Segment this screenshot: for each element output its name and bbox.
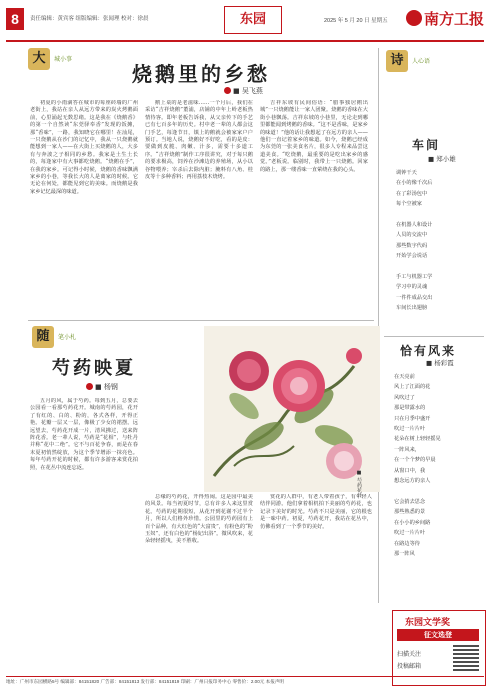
painting-caption: ■ 芍药花开	[356, 470, 362, 498]
article-body-col2: 鹅上桌的是老滋味……一个月后，我们在采访“吉祥烧鹅”董浦，店铺的中年上岭老板热情待客。即年老板告诉我，从父亲传下的手艺已有七百多年的历史。村中老一辈的人都会这门手艺，每逢节日，镇上的鹅就会被家家户户预订。当地人说，烧鹅好不好吃，看的是皮：要做到皮脆、肉嫩、汁多，需要十多道工序。“吉祥烧鹅”制作工序很讲究，对于每只鹅的要求极高，饲养在沙滩边的养殖场，从小以谷物喂养；宰杀后去除内脏；腌料有八角、桂皮等十多种香料；再用荔枝木烧烤。	[145, 100, 253, 181]
poem2-body	[394, 372, 441, 559]
poem-line: 在机器人和设计	[396, 222, 433, 229]
article2-body-col1: 五月的风，属于芍药。每到五月，总要去公园看一看那芍药花开。城南的芍药园，花开了有红的、白的、粉的，各式各样，开得正艳。花瓣一层又一层，像极了少女的裙摆。远远望去，芍药花开成一片，清风拂过，送来阵阵花香。老一辈人说，芍药是“花相”，与牡丹并称“花中二绝”。它不与百花争春，而是在春末夏初悄然绽放，为这个季节增添一抹亮色。每年芍药开花的时候，都有许多游客来赏花拍照，在花丛中流连忘返。	[30, 398, 138, 471]
article2-body-col3: 赏花的人群中，有老人带着孩子，有年轻人结伴同游。他们拿着相机拍下美丽的芍药花，也记录下美好的时光。芍药不只是美丽，它的根也是一味中药。初夏，芍药花开，我站在花丛中，仿佛看到了一个季节的美好。	[260, 494, 372, 530]
literature-award-promo	[392, 610, 486, 686]
poem-line: 一阵风来，	[394, 446, 420, 453]
byline-bullet-icon	[86, 383, 93, 390]
poem-line: 那是带露水的	[394, 405, 426, 412]
poem-line: 在一个个梦的早晨	[394, 457, 436, 464]
poem-line: 每个空被家	[396, 201, 422, 208]
poem-line: 在小小的乡间路	[394, 519, 431, 526]
poem-body	[396, 168, 432, 314]
poem-line: 在天亮前	[394, 374, 415, 380]
page-footer: 地址：广州市东园横路5号 编辑部：84151820 广告部：84151813 发行部：84151819 印刷：广州日报印务中心 零售价：2.00元 本报声明	[6, 676, 484, 687]
peony-illustration	[204, 326, 380, 492]
promo-title: 东园文学奖	[405, 618, 451, 628]
poem-line: 在了彩汤包中	[396, 190, 428, 197]
section-divider	[28, 320, 374, 321]
article2-body-col2: 总缘的芍药花，开得热闹。这是园中最美的风景。每当初夏时节，总有许多人来这里赏花。芍药的花期很短，从花开到花谢不过半个月，所以人们格外珍惜。公园里的芍药园有上百个品种，有大红色的“大富贵”，有粉色的“粉玉奴”，还有白色的“杨妃出浴”。微风吹来，花朵轻轻摇曳，美不胜收。	[145, 494, 253, 545]
logo-icon	[406, 10, 422, 26]
poem-line: 在小的像千次后	[396, 180, 433, 187]
masthead	[6, 6, 484, 42]
poem2-title: 恰有风来	[400, 344, 457, 358]
poem-line: 开始学会说话	[396, 253, 428, 260]
poem-line: 风吹过了	[394, 394, 415, 401]
article2-headline: 芍药映夏	[52, 358, 136, 379]
newspaper-logo: 南方工报	[406, 8, 484, 29]
article-byline: ■ 吴飞燕	[224, 86, 263, 96]
poem-line: 调钟干天	[396, 170, 417, 176]
article-body-col1: 初夏的小雨滴答在城市的每座砖墙的广州老街上，我站在亲人从远方带来的炭火烤鹅面前，心里涌起无数思绪。这是我在《烧鹅香》的第一个自然读“东莞驿奉香”发现的饭摊，那“香味”，一路，我知晓它在哪里！在汕尾，一只烧鹅从在沙门的记忆中，我从一只烧鹅就能想到一家人——在大街上买烧鹅的人，大多有与奔波之子相同的乡愁。我家是土生土长的，每逢家中有大事都吃烧鹅。“烧鹅在手”，在我的家乡。可记得小时候，烧鹅的香味飘满家乡的小巷，等我长大的人是离家的时候。它无论在何处，都能见到它的美味。而烧鹅是我家乡记忆最深的味道。	[30, 100, 138, 195]
poem-line	[396, 262, 432, 272]
poem-line: 车间长出翅膀	[396, 305, 428, 312]
section-name: 东园	[224, 6, 282, 34]
poem-line: 在路边等待	[394, 540, 420, 547]
poem-line: 吹过一片片叶	[394, 426, 426, 433]
peony-painting	[204, 326, 380, 492]
poem-line: 学习中的灵魂	[396, 284, 428, 291]
page-number: 8	[6, 8, 24, 30]
poem-divider	[384, 336, 484, 337]
article-body-col3: 吉祥东坡有民间俗语：“腊事独居鹅出城”一只烧鹅能让一家人团聚。烧鹅的香味在大街小巷飘荡。吉祥东坡的小巷里，无论走到哪里都能闻到烤鹅的香味。“这不是香味，是家乡的味道！”他的话让我想起了在远方的亲人——他们一直记着家乡的味道。如今，烧鹅已经成为东莞的一张美食名片，很多人专程来品尝这道美食。“吃烧鹅，最重要的是吃出家乡的感觉。”老板说。临别时，我带上一只烧鹅。回家的路上，那一缕香味一直萦绕在我的心头。	[260, 100, 368, 173]
poem-line: 那一阵风	[394, 550, 415, 557]
poem-line: 花朵在树上轻轻摇晃	[394, 436, 441, 443]
poem-line: 它会捎去思念	[394, 498, 426, 505]
poem-line: 手工与机器工学	[396, 274, 433, 281]
poem-author: ■ 郑小雄	[428, 155, 456, 163]
poem-line: 想念远方的亲人	[394, 478, 431, 485]
poem2-author: ■ 杨彩霞	[426, 359, 454, 367]
article2-byline: ■ 杨钢	[86, 382, 118, 392]
byline-bullet-icon	[224, 87, 231, 94]
poem-line: 那些熟悉的景	[394, 509, 426, 516]
poem-line: 吹过一片片叶	[394, 530, 426, 537]
poem-line: 只在月季中盛开	[394, 415, 431, 422]
issue-date: 2025 年 5 月 20 日 星期五	[324, 18, 388, 24]
poem-line	[396, 210, 432, 220]
promo-scan-text: 扫描关注	[397, 651, 422, 658]
article-headline: 烧鹅里的乡愁	[132, 62, 270, 86]
poem-line: 那些数字代码	[396, 242, 428, 249]
poem-line	[394, 486, 441, 496]
promo-subtitle: 征文选登	[397, 629, 479, 641]
qr-code-icon[interactable]	[453, 645, 479, 671]
poem-line: 从窗口中，我	[394, 467, 426, 474]
poem-line: 一件件成品交出	[396, 294, 433, 301]
poem-line: 人员的交流中	[396, 232, 428, 239]
promo-email-text: 投稿邮箱	[397, 663, 422, 670]
poem-title: 车间	[412, 138, 441, 152]
editor-credits: 责任编辑：黄宾客 组版编辑：张闻理 校对：徐晨	[30, 16, 149, 22]
poem-line: 风上了江面的花	[394, 384, 431, 391]
